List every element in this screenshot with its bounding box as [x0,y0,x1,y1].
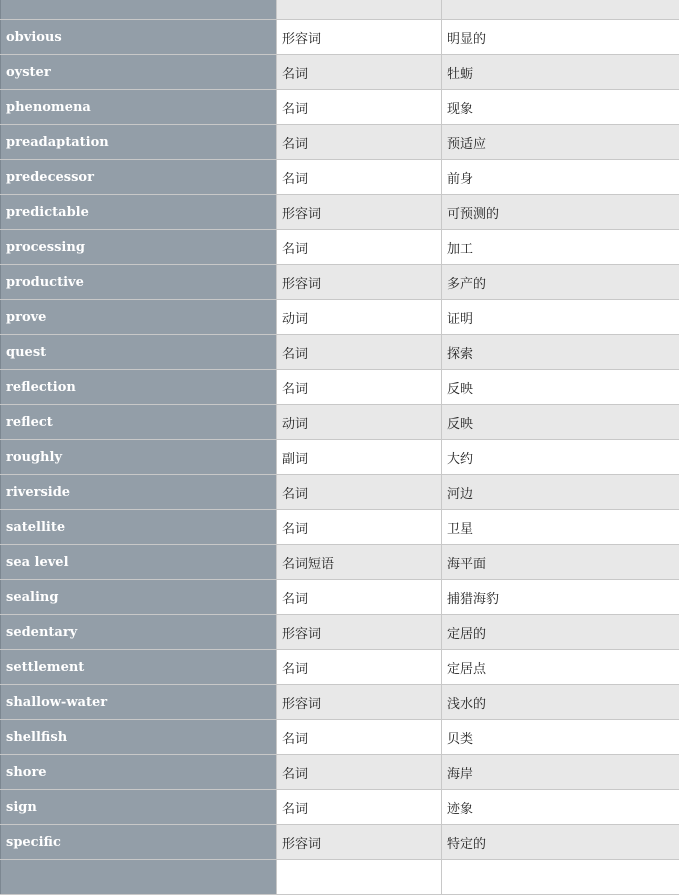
table-row [1,55,679,90]
part-of-speech-cell [277,860,442,895]
word-cell [1,860,277,895]
word-cell: phenomena [1,90,277,125]
definition-cell [442,0,679,20]
word-cell: sedentary [1,615,277,650]
part-of-speech-cell [277,0,442,20]
table-row [1,825,679,860]
definition-cell: 捕猎海豹 [442,580,679,615]
part-of-speech-cell: 名词 [277,55,442,90]
word-cell: specific [1,825,277,860]
word-cell: shellfish [1,720,277,755]
table-row [1,510,679,545]
table-row [1,20,679,55]
table-row [1,615,679,650]
definition-cell: 预适应 [442,125,679,160]
part-of-speech-cell: 名词 [277,720,442,755]
part-of-speech-cell: 形容词 [277,615,442,650]
table-row [1,755,679,790]
table-row [1,125,679,160]
table-row [1,370,679,405]
part-of-speech-cell: 动词 [277,300,442,335]
word-cell: reflection [1,370,277,405]
word-cell: preadaptation [1,125,277,160]
table-row [1,440,679,475]
definition-cell: 探索 [442,335,679,370]
vocabulary-table-body [1,0,679,895]
definition-cell: 浅水的 [442,685,679,720]
word-cell [1,0,277,20]
table-row [1,545,679,580]
definition-cell: 牡蛎 [442,55,679,90]
part-of-speech-cell: 名词 [277,650,442,685]
definition-cell: 大约 [442,440,679,475]
word-cell: roughly [1,440,277,475]
table-row [1,230,679,265]
definition-cell [442,860,679,895]
word-cell: shore [1,755,277,790]
table-row [1,790,679,825]
definition-cell: 特定的 [442,825,679,860]
definition-cell: 现象 [442,90,679,125]
word-cell: quest [1,335,277,370]
definition-cell: 明显的 [442,20,679,55]
definition-cell: 定居的 [442,615,679,650]
part-of-speech-cell: 名词 [277,755,442,790]
definition-cell: 证明 [442,300,679,335]
word-cell: predictable [1,195,277,230]
word-cell: settlement [1,650,277,685]
part-of-speech-cell: 形容词 [277,685,442,720]
word-cell: obvious [1,20,277,55]
part-of-speech-cell: 名词短语 [277,545,442,580]
part-of-speech-cell: 名词 [277,580,442,615]
table-row [1,300,679,335]
definition-cell: 可预测的 [442,195,679,230]
part-of-speech-cell: 名词 [277,790,442,825]
table-row [1,90,679,125]
definition-cell: 卫星 [442,510,679,545]
part-of-speech-cell: 形容词 [277,825,442,860]
table-row [1,650,679,685]
part-of-speech-cell: 形容词 [277,195,442,230]
part-of-speech-cell: 名词 [277,90,442,125]
table-row [1,160,679,195]
part-of-speech-cell: 名词 [277,510,442,545]
word-cell: processing [1,230,277,265]
table-row [1,685,679,720]
part-of-speech-cell: 名词 [277,475,442,510]
part-of-speech-cell: 名词 [277,230,442,265]
table-row [1,265,679,300]
definition-cell: 迹象 [442,790,679,825]
word-cell: sea level [1,545,277,580]
part-of-speech-cell: 副词 [277,440,442,475]
table-row [1,860,679,895]
part-of-speech-cell: 动词 [277,405,442,440]
word-cell: shallow-water [1,685,277,720]
word-cell: riverside [1,475,277,510]
part-of-speech-cell: 形容词 [277,20,442,55]
definition-cell: 海平面 [442,545,679,580]
part-of-speech-cell: 名词 [277,125,442,160]
table-row [1,0,679,20]
definition-cell: 贝类 [442,720,679,755]
part-of-speech-cell: 名词 [277,160,442,195]
word-cell: productive [1,265,277,300]
table-row [1,720,679,755]
definition-cell: 定居点 [442,650,679,685]
definition-cell: 多产的 [442,265,679,300]
table-row [1,475,679,510]
table-row [1,580,679,615]
part-of-speech-cell: 名词 [277,370,442,405]
definition-cell: 反映 [442,370,679,405]
word-cell: sign [1,790,277,825]
table-row [1,405,679,440]
definition-cell: 反映 [442,405,679,440]
word-cell: satellite [1,510,277,545]
definition-cell: 海岸 [442,755,679,790]
word-cell: reflect [1,405,277,440]
definition-cell: 河边 [442,475,679,510]
part-of-speech-cell: 形容词 [277,265,442,300]
table-row [1,195,679,230]
part-of-speech-cell: 名词 [277,335,442,370]
word-cell: sealing [1,580,277,615]
definition-cell: 加工 [442,230,679,265]
table-row [1,335,679,370]
word-cell: predecessor [1,160,277,195]
word-cell: prove [1,300,277,335]
word-cell: oyster [1,55,277,90]
definition-cell: 前身 [442,160,679,195]
